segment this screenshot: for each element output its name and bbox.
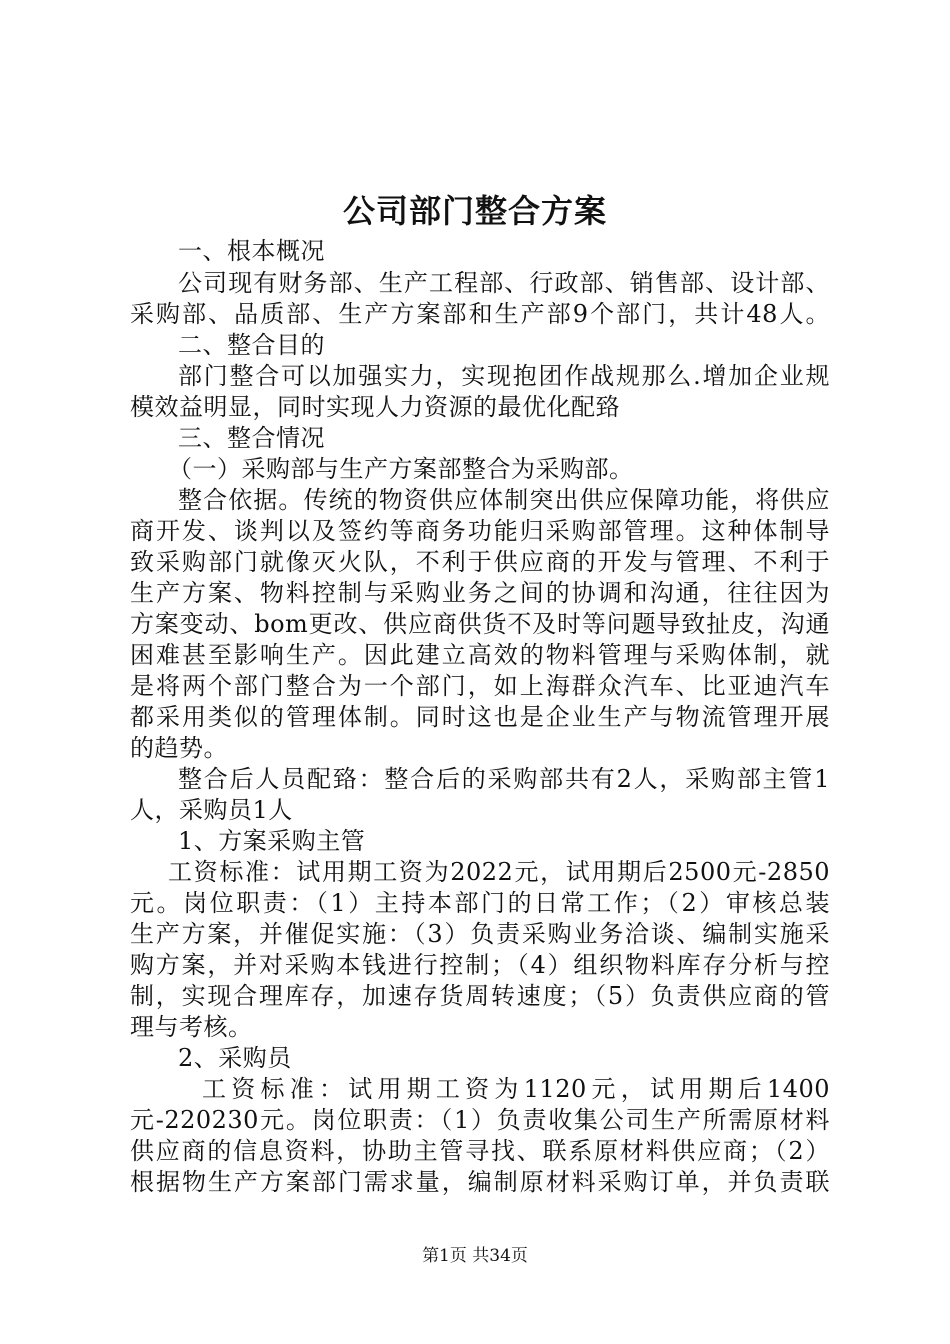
section-heading: 三、整合情况 — [178, 424, 325, 452]
subsection-heading: 1、方案采购主管 — [178, 827, 366, 855]
paragraph-line: 是将两个部门整合为一个部门，如上海群众汽车、比亚迪汽车 — [130, 672, 830, 700]
paragraph-line: 整合依据。传统的物资供应体制突出供应保障功能，将供应 — [178, 486, 830, 514]
paragraph-line: 致采购部门就像灭火队，不利于供应商的开发与管理、不利于 — [130, 548, 830, 576]
paragraph-line: 部门整合可以加强实力，实现抱团作战规那么.增加企业规 — [178, 362, 830, 390]
paragraph-line: 购方案，并对采购本钱进行控制；（4）组织物料库存分析与控 — [130, 951, 830, 979]
page-footer: 第1页 共34页 — [422, 1246, 528, 1266]
paragraph-line: 生产方案、物料控制与采购业务之间的协调和沟通，往往因为 — [130, 579, 830, 607]
paragraph-line: 方案变动、bom更改、供应商供货不及时等问题导致扯皮，沟通 — [130, 610, 830, 638]
paragraph-line: 的趋势。 — [130, 734, 228, 762]
paragraph-line: 工资标准：试用期工资为1120元，试用期后1400 — [202, 1075, 830, 1103]
paragraph-line: 工资标准：试用期工资为2022元，试用期后2500元-2850 — [168, 858, 830, 886]
section-heading: 二、整合目的 — [178, 331, 325, 359]
paragraph-line: 理与考核。 — [130, 1013, 253, 1041]
paragraph-line: 困难甚至影响生产。因此建立高效的物料管理与采购体制，就 — [130, 641, 830, 669]
paragraph-line: 模效益明显，同时实现人力资源的最优化配臵 — [130, 393, 620, 421]
page-title: 公司部门整合方案 — [342, 192, 607, 230]
paragraph-line: 采购部、品质部、生产方案部和生产部9个部门，共计48人。 — [130, 300, 830, 328]
paragraph-line: 都采用类似的管理体制。同时这也是企业生产与物流管理开展 — [130, 703, 830, 731]
paragraph-line: 生产方案，并催促实施：（3）负责采购业务洽谈、编制实施采 — [130, 920, 830, 948]
paragraph-line: 人，采购员1人 — [130, 796, 293, 824]
section-heading: 一、根本概况 — [178, 237, 325, 265]
paragraph-line: 根据物生产方案部门需求量，编制原材料采购订单，并负责联 — [130, 1168, 830, 1196]
paragraph-line: 元-220230元。岗位职责：（1）负责收集公司生产所需原材料 — [130, 1106, 830, 1134]
paragraph-line: 商开发、谈判以及签约等商务功能归采购部管理。这种体制导 — [130, 517, 830, 545]
paragraph-line: 制，实现合理库存，加速存货周转速度；（5）负责供应商的管 — [130, 982, 830, 1010]
paragraph-line: 整合后人员配臵：整合后的采购部共有2人，采购部主管1 — [178, 765, 830, 793]
subsection-heading: 2、采购员 — [178, 1044, 292, 1072]
paragraph-line: 供应商的信息资料，协助主管寻找、联系原材料供应商；（2） — [130, 1137, 830, 1165]
subsection-heading: （一）采购部与生产方案部整合为采购部。 — [168, 455, 634, 483]
paragraph-line: 公司现有财务部、生产工程部、行政部、销售部、设计部、 — [178, 269, 830, 297]
paragraph-line: 元。岗位职责：（1）主持本部门的日常工作；（2）审核总装 — [130, 889, 830, 917]
